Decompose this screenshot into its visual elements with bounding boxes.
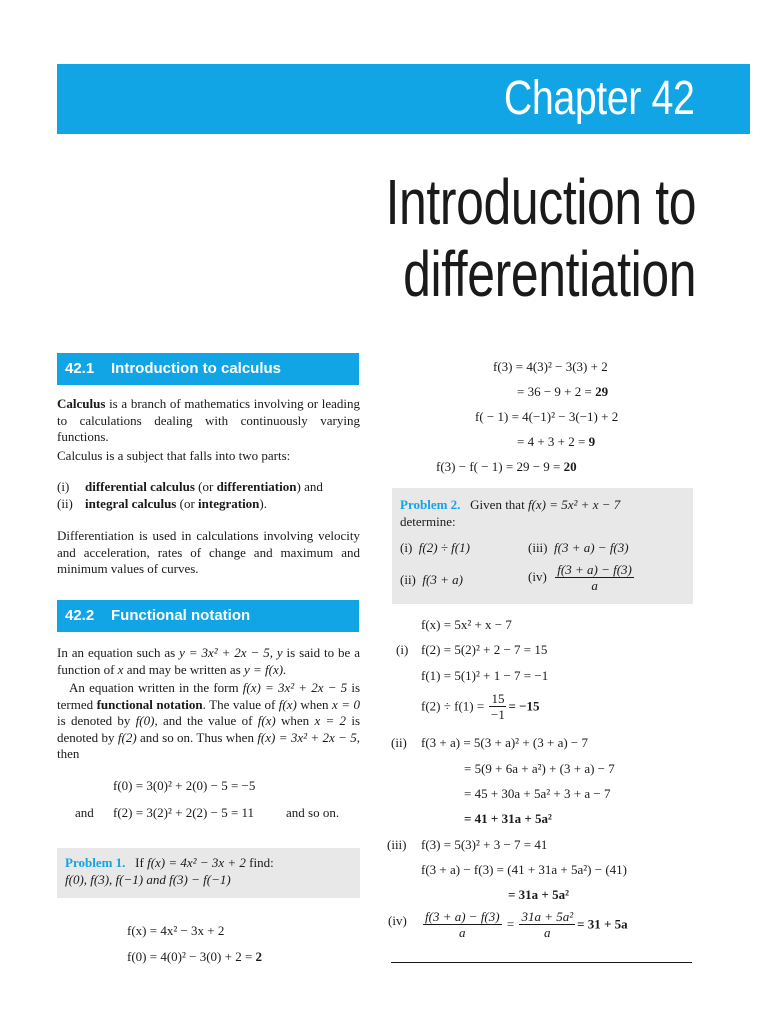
equation-f2: f(2) = 3(2)² + 2(2) − 5 = 11: [113, 805, 255, 820]
solution-2-iii-line1: f(3) = 5(3)² + 3 − 7 = 41: [421, 837, 548, 852]
problem-2-part-ii: (ii) f(3 + a): [400, 572, 463, 587]
end-rule: [391, 962, 692, 963]
solution-2-ii-label: (ii): [391, 735, 407, 750]
section-title: Functional notation: [111, 607, 251, 624]
solution-2-iii-label: (iii): [387, 837, 407, 852]
solution-2-function: f(x) = 5x² + x − 7: [421, 617, 512, 632]
list-item-integral: (ii) integral calculus (or integration).: [57, 496, 268, 511]
right-eq-f3: f(3) = 4(3)² − 3(3) + 2: [493, 359, 608, 374]
solution-2-i-line3: f(2) ÷ f(1) = $\frac{15}{-1}$ = −15: [421, 691, 540, 722]
solution-2-ii-line2: = 5(9 + 6a + a²) + (3 + a) − 7: [464, 761, 615, 776]
chapter-label: Chapter 42: [503, 72, 694, 125]
solution-2-iv-line: $\frac{f(3 + a) - f(3)}{a}$ = $\frac{\text{31a + 5a²}}{a}$ = 31 + 5a: [425, 909, 628, 940]
problem-2-determine: determine:: [400, 514, 456, 529]
chapter-title-line2: differentiation: [403, 238, 696, 310]
section-heading-42-2: [57, 600, 359, 632]
chapter-banner: [57, 64, 750, 134]
functional-notation-p2: An equation written in the form f(x) = 3x² + 2x − 5 is termed functional notation. The value of f(x) when x = 0 is denoted by f(0), and the value of f(x) when x = 2 is denoted by f(2) and so on. Thus when f(x) = 3x² + 2x − 5, then: [57, 680, 361, 762]
calculus-definition: Calculus is a branch of mathematics involving or leading to calculations dealing with continuously varying functions.: [57, 396, 360, 445]
problem-1-statement: Problem 1. If f(x) = 4x² − 3x + 2 find:: [65, 855, 274, 870]
solution-2-iv-label: (iv): [388, 913, 407, 928]
functional-notation-p1: In an equation such as y = 3x² + 2x − 5, y is said to be a function of x and may be written as y = f(x).: [57, 645, 361, 677]
solution-2-iii-line2: f(3 + a) − f(3) = (41 + 31a + 5a²) − (41): [421, 862, 627, 877]
solution-2-ii-line1: f(3 + a) = 5(3 + a)² + (3 + a) − 7: [421, 735, 589, 750]
chapter-title: [385, 166, 696, 310]
problem-2-part-iv: (iv) $\frac{f(3 + a) - f(3)}{a}$: [528, 562, 632, 593]
section-number: 42.1: [65, 360, 95, 377]
differentiation-uses: Differentiation is used in calculations involving velocity and acceleration, rates of change and maximum and minimum values of curves.: [57, 528, 360, 577]
problem-2-box: [392, 488, 693, 604]
problem-1-solution-line2: f(0) = 4(0)² − 3(0) + 2 = 2: [127, 949, 263, 964]
right-eq-fminus1: f( − 1) = 4(−1)² − 3(−1) + 2: [475, 409, 619, 424]
section-number: 42.2: [65, 607, 95, 624]
right-eq-f3-result: = 36 − 9 + 2 = 29: [517, 384, 609, 399]
and-label: and: [75, 805, 94, 820]
solution-2-ii-result: = 41 + 31a + 5a²: [464, 811, 552, 826]
problem-2-statement: Problem 2. Given that f(x) = 5x² + x − 7: [400, 497, 621, 512]
problem-2-part-i: (i) f(2) ÷ f(1): [400, 540, 470, 555]
right-eq-fminus1-result: = 4 + 3 + 2 = 9: [517, 434, 596, 449]
solution-2-i-line2: f(1) = 5(1)² + 1 − 7 = −1: [421, 668, 549, 683]
solution-2-i-label: (i): [396, 642, 409, 657]
problem-1-solution-line1: f(x) = 4x² − 3x + 2: [127, 923, 225, 938]
solution-2-ii-line3: = 45 + 30a + 5a² + 3 + a − 7: [464, 786, 611, 801]
equation-f0: f(0) = 3(0)² + 2(0) − 5 = −5: [113, 778, 256, 793]
solution-2-iii-result: = 31a + 5a²: [508, 887, 569, 902]
problem-1-box: [57, 848, 360, 898]
right-eq-difference: f(3) − f( − 1) = 29 − 9 = 20: [436, 459, 577, 474]
so-on-label: and so on.: [286, 805, 340, 820]
problem-1-statement-line2: f(0), f(3), f(−1) and f(3) − f(−1): [65, 872, 231, 887]
solution-2-i-line1: f(2) = 5(2)² + 2 − 7 = 15: [421, 642, 548, 657]
list-item-differential: (i) differential calculus (or differentiation) and: [57, 479, 323, 494]
problem-2-part-iii: (iii) f(3 + a) − f(3): [528, 540, 629, 555]
section-title: Introduction to calculus: [111, 360, 282, 377]
chapter-title-line1: Introduction to: [385, 166, 696, 238]
section-heading-42-1: [57, 353, 359, 385]
calculus-parts-intro: Calculus is a subject that falls into two parts:: [57, 448, 291, 463]
